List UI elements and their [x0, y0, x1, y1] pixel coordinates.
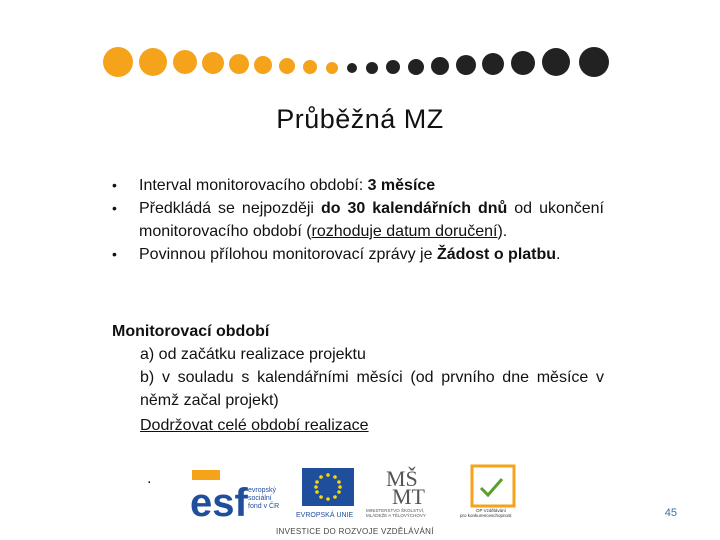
eu-flag-logo	[296, 468, 354, 519]
bullet-icon: •	[112, 177, 117, 193]
dot-dark	[386, 60, 400, 74]
bullet-emphasis: do 30 kalendářních dnů	[320, 200, 508, 217]
bullet-emphasis: Žádost o platbu	[436, 246, 557, 263]
esf-wordmark: esf	[190, 481, 248, 525]
dot-dark	[408, 59, 424, 75]
dot-orange	[326, 62, 338, 74]
dot-orange	[279, 58, 295, 74]
section-item-b: b) v souladu s kalendářními měsíci (od prvního dne měsíce v němž začal projekt)	[140, 369, 604, 409]
msmt-logo	[366, 466, 426, 518]
op-frame-icon	[472, 466, 514, 506]
bullet-text: Povinnou přílohou monitorovací zprávy je	[139, 246, 437, 263]
dot-orange	[103, 47, 133, 77]
bullet-text: od ukončení monitorovacího období (	[139, 200, 605, 240]
bullet-icon: •	[112, 200, 117, 216]
msmt-caption: MINISTERSTVO ŠKOLSTVÍ, MLÁDEŽE A TĚLOVÝCHOVY	[366, 508, 426, 518]
bullet-text: ).	[497, 223, 508, 240]
bullet-item	[112, 197, 604, 243]
dot-dark	[542, 48, 570, 76]
dot-orange	[254, 56, 272, 74]
esf-orange-bar	[192, 470, 220, 480]
bullet-text: Předkládá se nejpozději	[139, 200, 321, 217]
op-caption: OP Vzdělávání pro konkurenceschopnost	[460, 508, 512, 518]
esf-logo	[190, 470, 279, 525]
bullet-text: Interval monitorovacího období:	[139, 177, 368, 194]
dot-orange	[303, 60, 317, 74]
dot-dark	[431, 57, 449, 75]
dot-orange	[202, 52, 224, 74]
checkmark-icon	[481, 479, 502, 495]
op-vk-logo	[460, 466, 514, 518]
dot-orange	[139, 48, 167, 76]
msmt-mark-icon: MT	[392, 484, 425, 509]
slide-title: Průběžná MZ	[276, 104, 444, 134]
bullet-emphasis: 3 měsíce	[367, 177, 436, 194]
bullet-list	[112, 174, 604, 266]
dot-dark	[347, 63, 357, 73]
bullet-item	[112, 243, 604, 266]
msmt-mark-icon: MŠ	[386, 466, 418, 491]
decorative-dot-row	[0, 0, 720, 100]
dot-dark	[579, 47, 609, 77]
section-note: Dodržovat celé období realizace	[140, 417, 369, 434]
monitoring-period-section	[112, 320, 604, 437]
dot-orange	[229, 54, 249, 74]
esf-caption: evropský sociální fond v ČR	[248, 487, 280, 510]
dot-dark	[456, 55, 476, 75]
logo-footer-text: INVESTICE DO ROZVOJE VZDĚLÁVÁNÍ	[276, 527, 434, 536]
eu-caption: EVROPSKÁ UNIE	[296, 512, 354, 519]
bullet-item	[112, 174, 604, 197]
dot-orange	[173, 50, 197, 74]
dot-dark	[366, 62, 378, 74]
bullet-underlined: rozhoduje datum doručení	[311, 223, 498, 240]
section-item-a: a) od začátku realizace projektu	[140, 346, 366, 363]
bullet-text: .	[556, 246, 561, 263]
dot-dark	[511, 51, 535, 75]
logo-strip	[190, 462, 530, 540]
page-number: 45	[664, 507, 677, 519]
dot-dark	[482, 53, 504, 75]
bullet-icon: •	[112, 246, 117, 262]
stray-period: .	[147, 470, 152, 487]
section-heading: Monitorovací období	[112, 323, 270, 340]
